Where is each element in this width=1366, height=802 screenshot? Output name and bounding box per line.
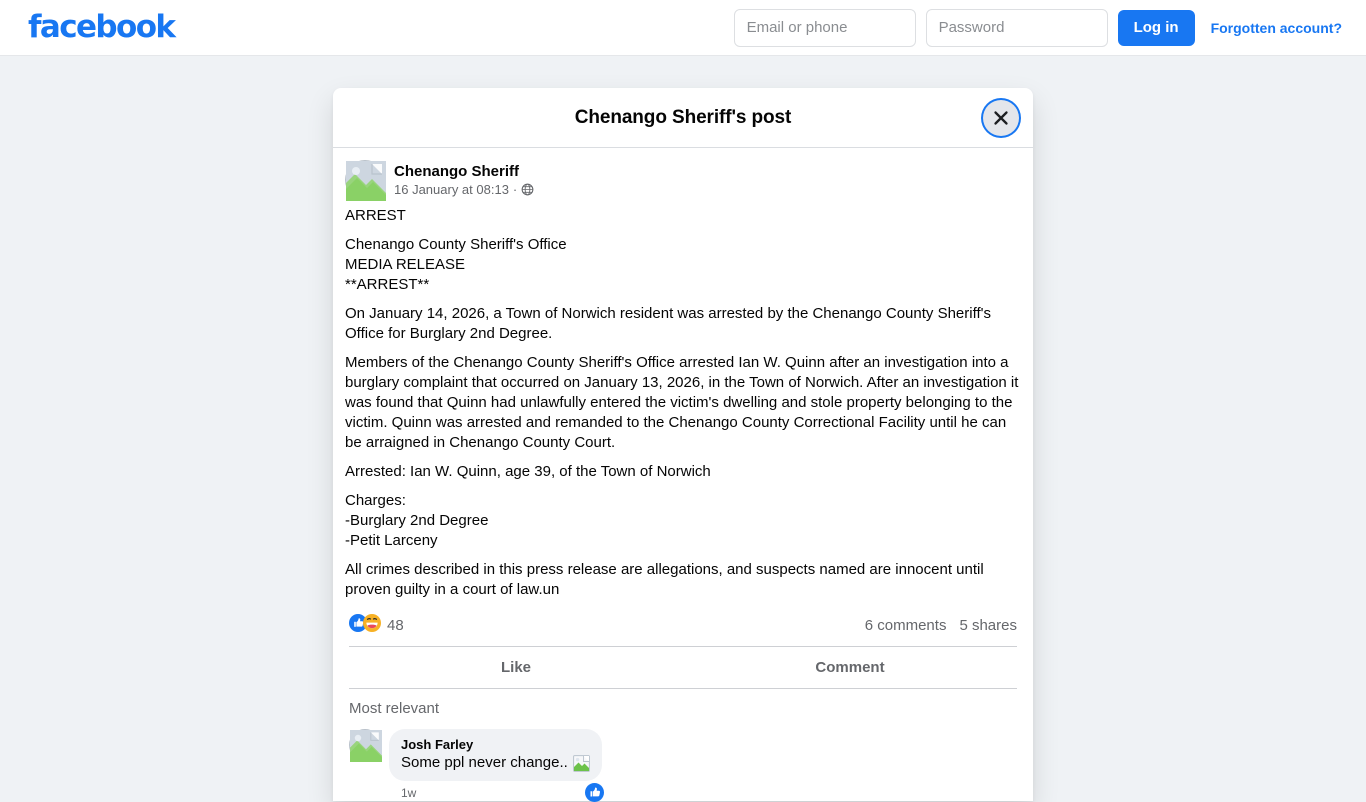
post-meta (394, 181, 534, 198)
email-or-phone-input[interactable] (734, 9, 916, 47)
comment-footer (389, 781, 602, 801)
like-reaction-icon (585, 783, 604, 802)
meta-separator: · (512, 182, 518, 197)
post-paragraph: All crimes described in this press release are allegations, and suspects named are innocent until proven guilty in a court of law.un (345, 561, 984, 598)
post-action-bar (349, 646, 1017, 689)
comment-text: Some ppl never change.. (401, 754, 568, 771)
close-button[interactable] (983, 100, 1019, 136)
facebook-logo[interactable]: facebook (28, 9, 175, 45)
post-paragraph: ARREST (345, 207, 406, 224)
comment-author-name[interactable]: Josh Farley (401, 737, 474, 752)
dialog-title: Chenango Sheriff's post (574, 106, 792, 128)
post-paragraph: Arrested: Ian W. Quinn, age 39, of the Town of Norwich (345, 463, 711, 480)
shares-count[interactable]: 5 shares (959, 617, 1017, 634)
log-in-button[interactable]: Log in (1118, 10, 1195, 46)
reaction-count[interactable]: 48 (387, 617, 404, 634)
comments-section (345, 689, 1021, 801)
globe-icon (521, 183, 534, 196)
broken-image-avatar-icon (350, 730, 382, 762)
comment-like-badge[interactable] (585, 783, 604, 802)
close-icon (993, 110, 1009, 126)
comment-avatar[interactable] (349, 729, 381, 761)
comment-timestamp[interactable]: 1w (401, 785, 417, 800)
post-dialog (333, 88, 1033, 801)
post-content (333, 148, 1033, 801)
broken-image-avatar-icon (346, 161, 386, 201)
login-form (734, 9, 1342, 47)
reaction-icons[interactable] (349, 614, 381, 637)
post-timestamp[interactable]: 16 January at 08:13 (394, 182, 509, 197)
post-paragraph: Charges: -Burglary 2nd Degree -Petit Larceny (345, 492, 489, 549)
modal-overlay (0, 56, 1366, 801)
comment-column (389, 729, 602, 801)
engagement-counts (865, 617, 1017, 634)
comment-button[interactable]: Comment (683, 652, 1017, 683)
haha-reaction-icon (363, 614, 381, 637)
comment-item (349, 729, 1017, 801)
comment-sort-selector[interactable]: Most relevant (349, 700, 440, 717)
password-input[interactable] (926, 9, 1108, 47)
broken-image-icon (573, 755, 590, 772)
comments-count[interactable]: 6 comments (864, 617, 947, 634)
post-paragraph: Members of the Chenango County Sheriff's Office arrested Ian W. Quinn after an investigation into a burglary complaint that occurred on January 13, 2026, in the Town of Norwich. After an investigation it was found that Quinn had unlawfully entered the victim's dwelling and stole property belonging to the victim. Quinn was arrested and remanded to the Chenango County Correctional Facility until he can be arraigned in Chenango County Court. (345, 354, 1019, 451)
like-button[interactable]: Like (349, 652, 683, 683)
forgotten-account-link[interactable]: Forgotten account? (1210, 19, 1342, 36)
dialog-header (333, 88, 1033, 148)
comment-text-row (401, 753, 590, 773)
top-navigation-bar (0, 0, 1366, 56)
post-paragraph: Chenango County Sheriff's Office MEDIA RELEASE **ARREST** (345, 236, 567, 293)
post-author-row (345, 160, 1021, 206)
post-text (345, 206, 1021, 600)
post-author-name[interactable]: Chenango Sheriff (394, 163, 520, 180)
avatar[interactable] (345, 160, 385, 200)
post-paragraph: On January 14, 2026, a Town of Norwich resident was arrested by the Chenango County Sheriff's Office for Burglary 2nd Degree. (345, 305, 992, 342)
reactions-summary-row (345, 604, 1021, 646)
comment-bubble (389, 729, 602, 781)
